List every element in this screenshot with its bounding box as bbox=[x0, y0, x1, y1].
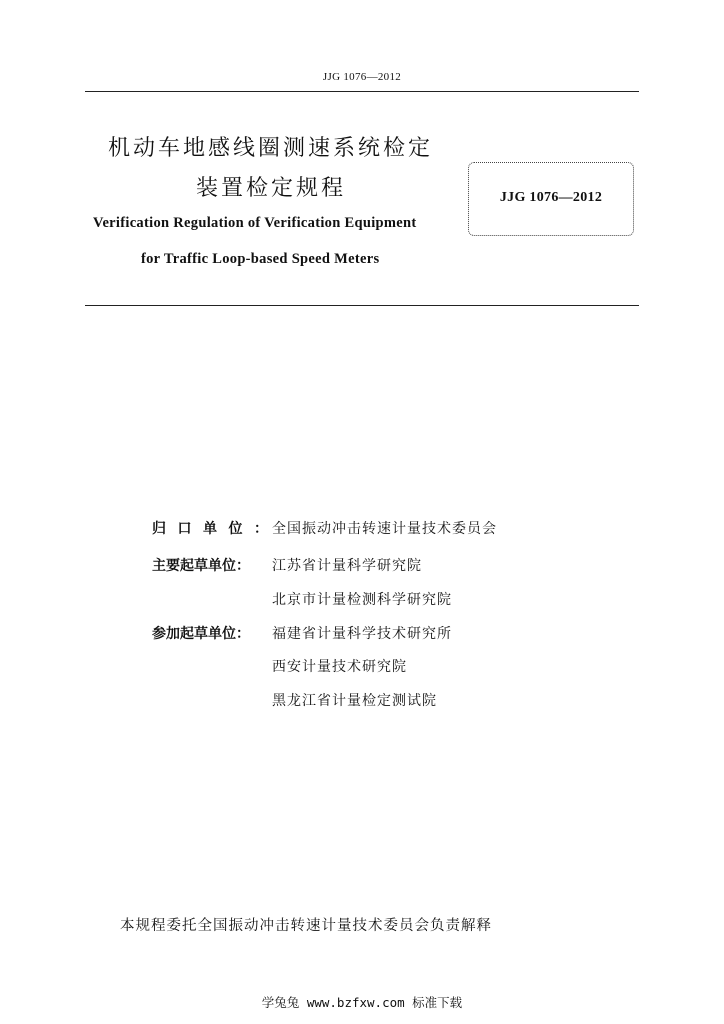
responsible-unit-label-text: 归口单位 bbox=[152, 521, 254, 537]
main-drafter-item: 江苏省计量科学研究院 bbox=[272, 558, 422, 574]
header-standard-code: JJG 1076—2012 bbox=[322, 71, 402, 83]
title-english-line-2: for Traffic Loop-based Speed Meters bbox=[141, 251, 380, 267]
standard-code-box-text: JJG 1076—2012 bbox=[499, 190, 603, 205]
site-watermark: 学兔兔 www.bzfxw.com 标准下载 bbox=[261, 995, 463, 1010]
responsible-unit-label bbox=[152, 518, 266, 538]
interpretation-note: 本规程委托全国振动冲击转速计量技术委员会负责解释 bbox=[120, 918, 492, 934]
participating-drafter-item: 福建省计量科学技术研究所 bbox=[272, 626, 452, 642]
title-rule bbox=[85, 305, 639, 306]
label-colon: ： bbox=[236, 558, 250, 574]
title-chinese-line-1: 机动车地感线圈测速系统检定 bbox=[108, 136, 434, 161]
participating-drafters-label-text: 参加起草单位 bbox=[152, 626, 236, 642]
label-colon: ： bbox=[236, 626, 250, 642]
participating-drafters-label bbox=[152, 623, 266, 643]
responsible-unit-value: 全国振动冲击转速计量技术委员会 bbox=[272, 521, 497, 537]
title-english-line-1: Verification Regulation of Verification Equipment bbox=[93, 215, 417, 231]
label-colon: ： bbox=[254, 521, 268, 537]
main-drafter-item: 北京市计量检测科学研究院 bbox=[272, 592, 452, 608]
header-rule bbox=[85, 91, 639, 92]
title-chinese-line-2: 装置检定规程 bbox=[196, 176, 347, 201]
standard-code-box bbox=[468, 162, 634, 236]
participating-drafter-item: 黑龙江省计量检定测试院 bbox=[272, 693, 437, 709]
main-drafters-label bbox=[152, 555, 266, 575]
participating-drafter-item: 西安计量技术研究院 bbox=[272, 659, 407, 675]
main-drafters-label-text: 主要起草单位 bbox=[152, 558, 236, 574]
